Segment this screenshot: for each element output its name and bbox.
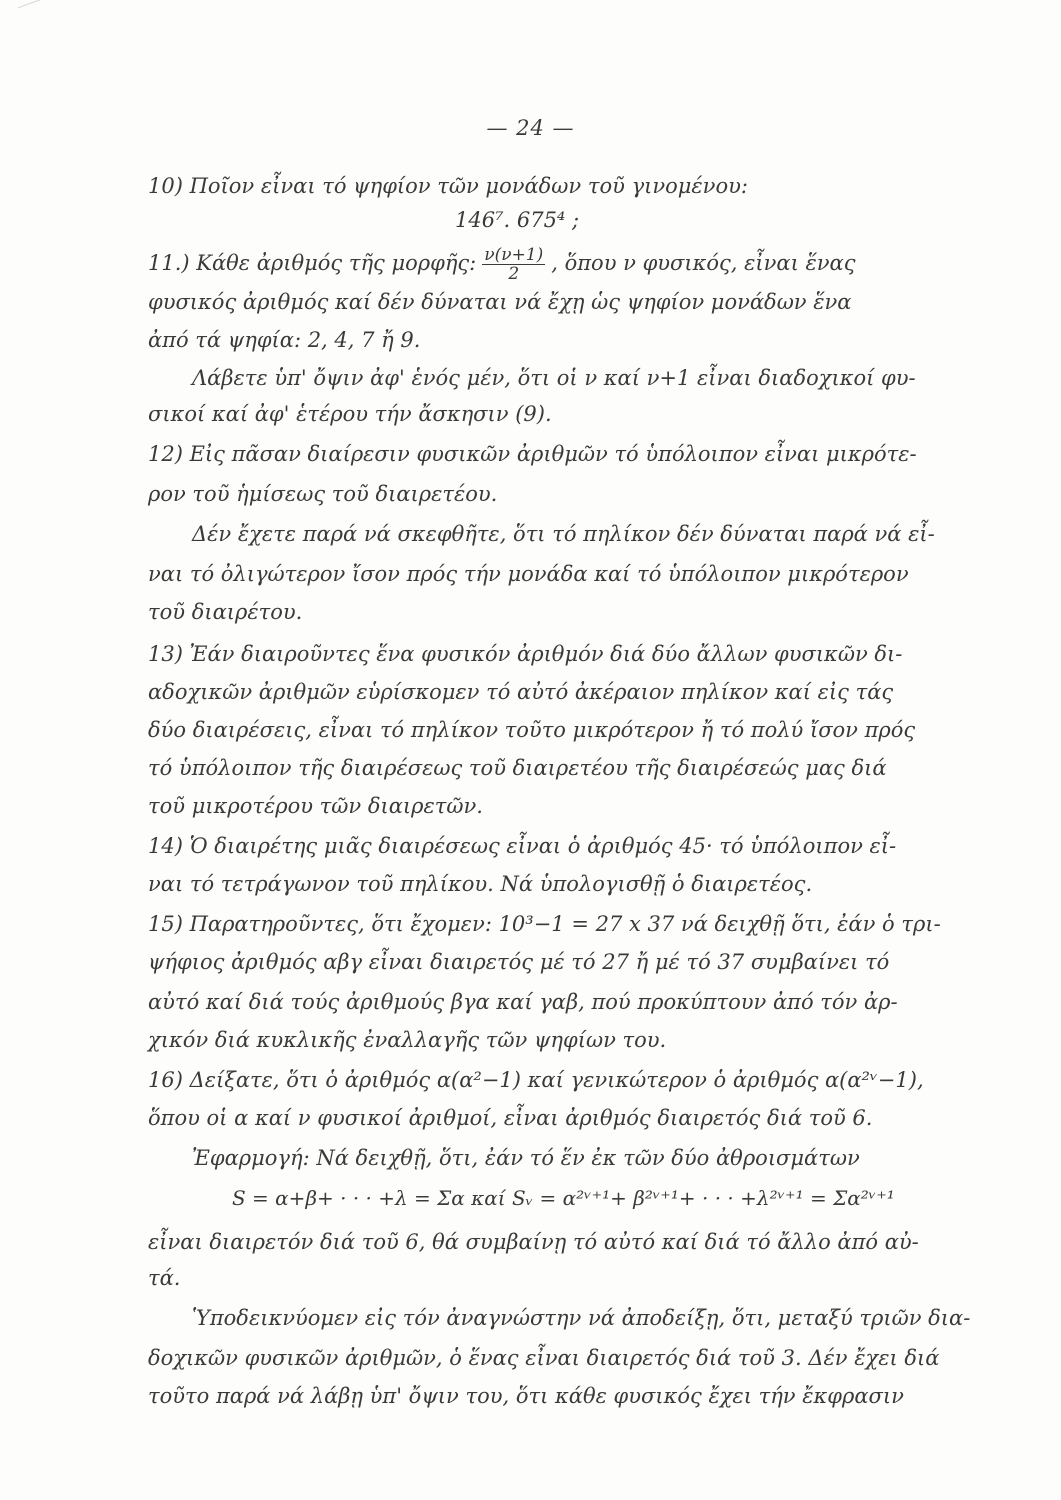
text-segment: 11.) Κάθε ἀριθμός τῆς μορφῆς: — [148, 251, 477, 275]
text-line: 13) Ἐάν διαιροῦντες ἕνα φυσικόν ἀριθμόν διά δύο ἄλλων φυσικῶν δι- — [148, 642, 903, 666]
text-line: τό ὑπόλοιπον τῆς διαιρέσεως τοῦ διαιρετέου τῆς διαιρέσεώς μας διά — [148, 756, 887, 780]
text-line: τά. — [148, 1266, 181, 1290]
text-line: ναι τό τετράγωνον τοῦ πηλίκου. Νά ὑπολογισθῇ ὁ διαιρετέος. — [148, 872, 813, 896]
text-line: σικοί καί ἀφ' ἑτέρου τήν ἄσκησιν (9). — [148, 402, 552, 426]
text-line: αδοχικῶν ἀριθμῶν εὑρίσκομεν τό αὐτό ἀκέραιον πηλίκον καί εἰς τάς — [148, 680, 894, 704]
formula-line: 146⁷. 675⁴ ; — [455, 208, 580, 232]
text-line: ναι τό ὀλιγώτερον ἴσον πρός τήν μονάδα καί τό ὑπόλοιπον μικρότερον — [148, 562, 909, 586]
text-line: 10) Ποῖον εἶναι τό ψηφίον τῶν μονάδων τοῦ γινομένου: — [148, 174, 748, 198]
fraction-numerator: ν(ν+1) — [484, 245, 544, 265]
page-number: — 24 — — [486, 116, 575, 140]
formula-line: S = α+β+ · · · +λ = Σα καί Sᵥ = α²ᵛ⁺¹+ β²ᵛ⁺¹+ · · · +λ²ᵛ⁺¹ = Σα²ᵛ⁺¹ — [232, 1186, 895, 1210]
text-line: 12) Εἰς πᾶσαν διαίρεσιν φυσικῶν ἀριθμῶν τό ὑπόλοιπον εἶναι μικρότε- — [148, 442, 917, 466]
text-segment: , ὅπου ν φυσικός, εἶναι ἕνας — [551, 251, 856, 275]
text-line: 14) Ὁ διαιρέτης μιᾶς διαιρέσεως εἶναι ὁ ἀριθμός 45· τό ὑπόλοιπον εἶ- — [148, 834, 897, 858]
text-line: ρον τοῦ ἡμίσεως τοῦ διαιρετέου. — [148, 482, 498, 506]
text-line: φυσικός ἀριθμός καί δέν δύναται νά ἔχῃ ὡς ψηφίον μονάδων ἕνα — [148, 290, 852, 314]
text-line — [148, 246, 855, 283]
text-line: τοῦ διαιρέτου. — [148, 600, 303, 624]
fraction-denominator: 2 — [508, 264, 520, 284]
text-line: δοχικῶν φυσικῶν ἀριθμῶν, ὁ ἕνας εἶναι διαιρετός διά τοῦ 3. Δέν ἔχει διά — [148, 1346, 940, 1370]
text-line: ὅπου οἱ α καί ν φυσικοί ἀριθμοί, εἶναι ἀριθμός διαιρετός διά τοῦ 6. — [148, 1106, 873, 1130]
text-line: 16) Δείξατε, ὅτι ὁ ἀριθμός α(α²−1) καί γενικώτερον ὁ ἀριθμός α(α²ᵛ−1), — [148, 1068, 924, 1092]
text-line: Ὑποδεικνύομεν εἰς τόν ἀναγνώστην νά ἀποδείξῃ, ὅτι, μεταξύ τριῶν δια- — [192, 1306, 971, 1330]
text-line: ἀπό τά ψηφία: 2, 4, 7 ἤ 9. — [148, 328, 421, 352]
text-line: Λάβετε ὑπ' ὄψιν ἀφ' ἑνός μέν, ὅτι οἱ ν καί ν+1 εἶναι διαδοχικοί φυ- — [192, 366, 916, 390]
text-line: τοῦ μικροτέρου τῶν διαιρετῶν. — [148, 794, 483, 818]
text-line: 15) Παρατηροῦντες, ὅτι ἔχομεν: 10³−1 = 27 x 37 νά δειχθῇ ὅτι, ἐάν ὁ τρι- — [148, 912, 941, 936]
text-line: Ἐφαρμογή: Νά δειχθῇ, ὅτι, ἐάν τό ἕν ἐκ τῶν δύο ἀθροισμάτων — [192, 1146, 860, 1170]
text-line: χικόν διά κυκλικῆς ἐναλλαγῆς τῶν ψηφίων του. — [148, 1028, 667, 1052]
text-line: αὐτό καί διά τούς ἀριθμούς βγα καί γαβ, πού προκύπτουν ἀπό τόν ἀρ- — [148, 990, 898, 1014]
text-line: ψήφιος ἀριθμός αβγ εἶναι διαιρετός μέ τό 27 ἤ μέ τό 37 συμβαίνει τό — [148, 950, 890, 974]
text-line: τοῦτο παρά νά λάβῃ ὑπ' ὄψιν του, ὅτι κάθε φυσικός ἔχει τήν ἔκφρασιν — [148, 1384, 904, 1408]
fraction — [482, 246, 545, 283]
corner-mark — [18, 0, 63, 27]
text-line: εἶναι διαιρετόν διά τοῦ 6, θά συμβαίνῃ τό αὐτό καί διά τό ἄλλο ἀπό αὐ- — [148, 1230, 919, 1254]
text-line: Δέν ἔχετε παρά νά σκεφθῆτε, ὅτι τό πηλίκον δέν δύναται παρά νά εἶ- — [192, 522, 935, 546]
text-line: δύο διαιρέσεις, εἶναι τό πηλίκον τοῦτο μικρότερον ἤ τό πολύ ἴσον πρός — [148, 718, 916, 742]
